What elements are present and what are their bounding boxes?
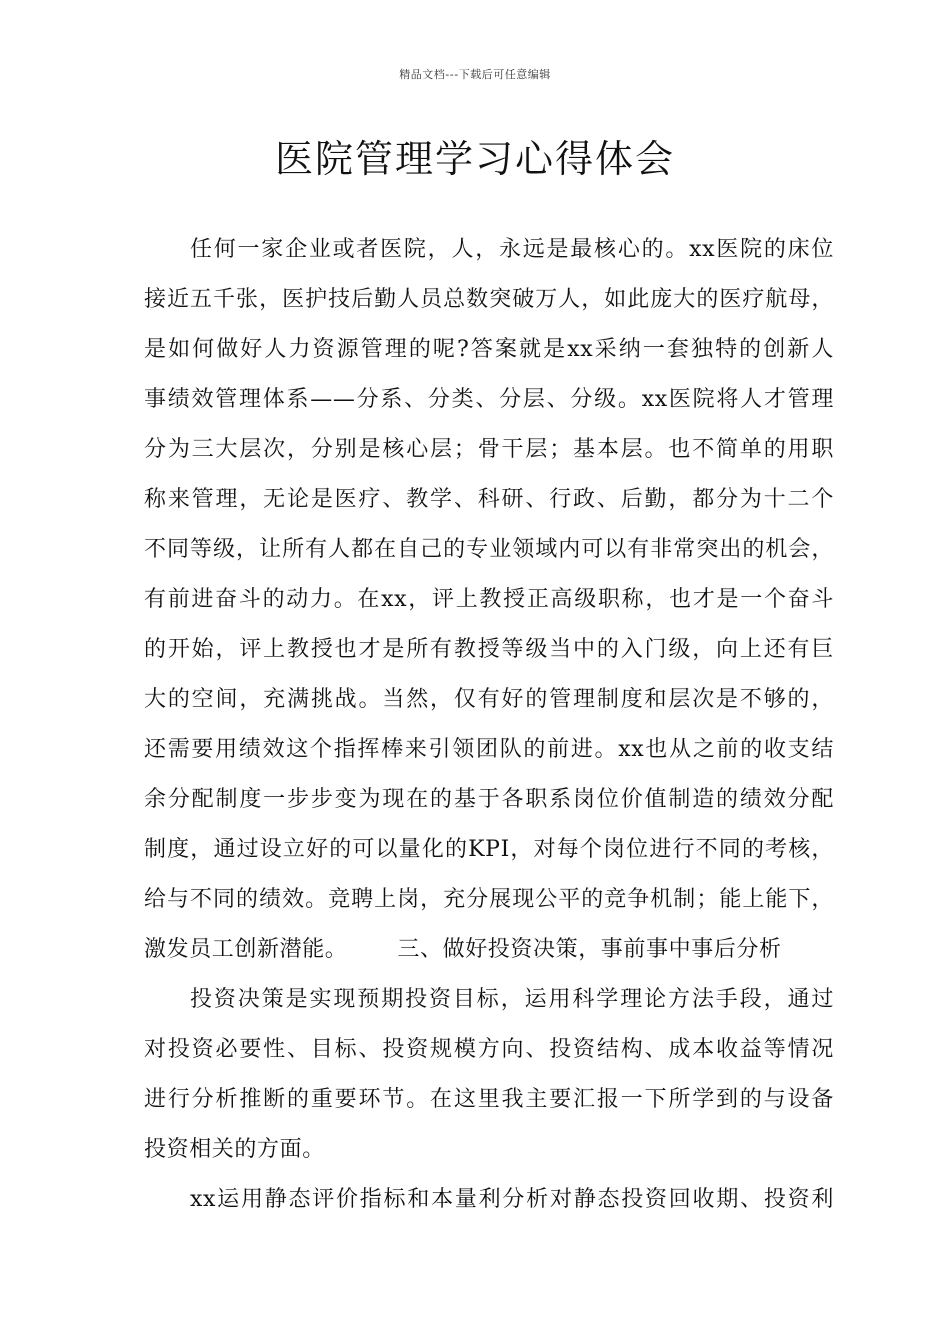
paragraph-line: 激发员工创新潜能。 bbox=[144, 937, 348, 962]
paragraph-line: 还需要用绩效这个指挥棒来引领团队的前进。xx也从之前的收支结 bbox=[144, 737, 834, 762]
paragraph-line: 是如何做好人力资源管理的呢?答案就是xx采纳一套独特的创新人 bbox=[144, 337, 834, 362]
paragraph-line: 任何一家企业或者医院，人，永远是最核心的。xx医院的床位 bbox=[190, 237, 834, 262]
paragraph-line: 分为三大层次，分别是核心层；骨干层；基本层。也不简单的用职 bbox=[144, 437, 834, 462]
paragraph-line: xx运用静态评价指标和本量利分析对静态投资回收期、投资利 bbox=[190, 1187, 834, 1212]
section-heading: 三、做好投资决策，事前事中事后分析 bbox=[397, 937, 782, 962]
paragraph-line: 给与不同的绩效。竞聘上岗，充分展现公平的竞争机制；能上能下， bbox=[144, 887, 834, 912]
paragraph-line-with-heading bbox=[144, 930, 834, 980]
paragraph-line: 称来管理，无论是医疗、教学、科研、行政、后勤，都分为十二个 bbox=[144, 487, 834, 512]
paragraph-line: 投资决策是实现预期投资目标，运用科学理论方法手段，通过 bbox=[190, 987, 834, 1012]
paragraph-line: 大的空间，充满挑战。当然，仅有好的管理制度和层次是不够的， bbox=[144, 687, 834, 712]
paragraph-line: 余分配制度一步步变为现在的基于各职系岗位价值制造的绩效分配 bbox=[144, 787, 834, 812]
paragraph-line: 事绩效管理体系——分系、分类、分层、分级。xx医院将人才管理 bbox=[144, 387, 834, 412]
paragraph-line: 进行分析推断的重要环节。在这里我主要汇报一下所学到的与设备 bbox=[144, 1087, 834, 1112]
paragraph-line: 投资相关的方面。 bbox=[144, 1137, 325, 1162]
header-note: 精品文档---下载后可任意编辑 bbox=[399, 68, 551, 81]
paragraph-line: 制度，通过设立好的可以量化的KPI，对每个岗位进行不同的考核， bbox=[144, 837, 834, 862]
paragraph-line: 有前进奋斗的动力。在xx，评上教授正高级职称，也才是一个奋斗 bbox=[144, 587, 834, 612]
paragraph-line: 接近五千张，医护技后勤人员总数突破万人，如此庞大的医疗航母， bbox=[144, 287, 834, 312]
document-body bbox=[144, 230, 834, 1230]
document-title: 医院管理学习心得体会 bbox=[274, 137, 675, 181]
paragraph-line: 不同等级，让所有人都在自己的专业领域内可以有非常突出的机会， bbox=[144, 537, 834, 562]
paragraph-line: 对投资必要性、目标、投资规模方向、投资结构、成本收益等情况 bbox=[144, 1037, 834, 1062]
paragraph-line: 的开始，评上教授也才是所有教授等级当中的入门级，向上还有巨 bbox=[144, 637, 834, 662]
